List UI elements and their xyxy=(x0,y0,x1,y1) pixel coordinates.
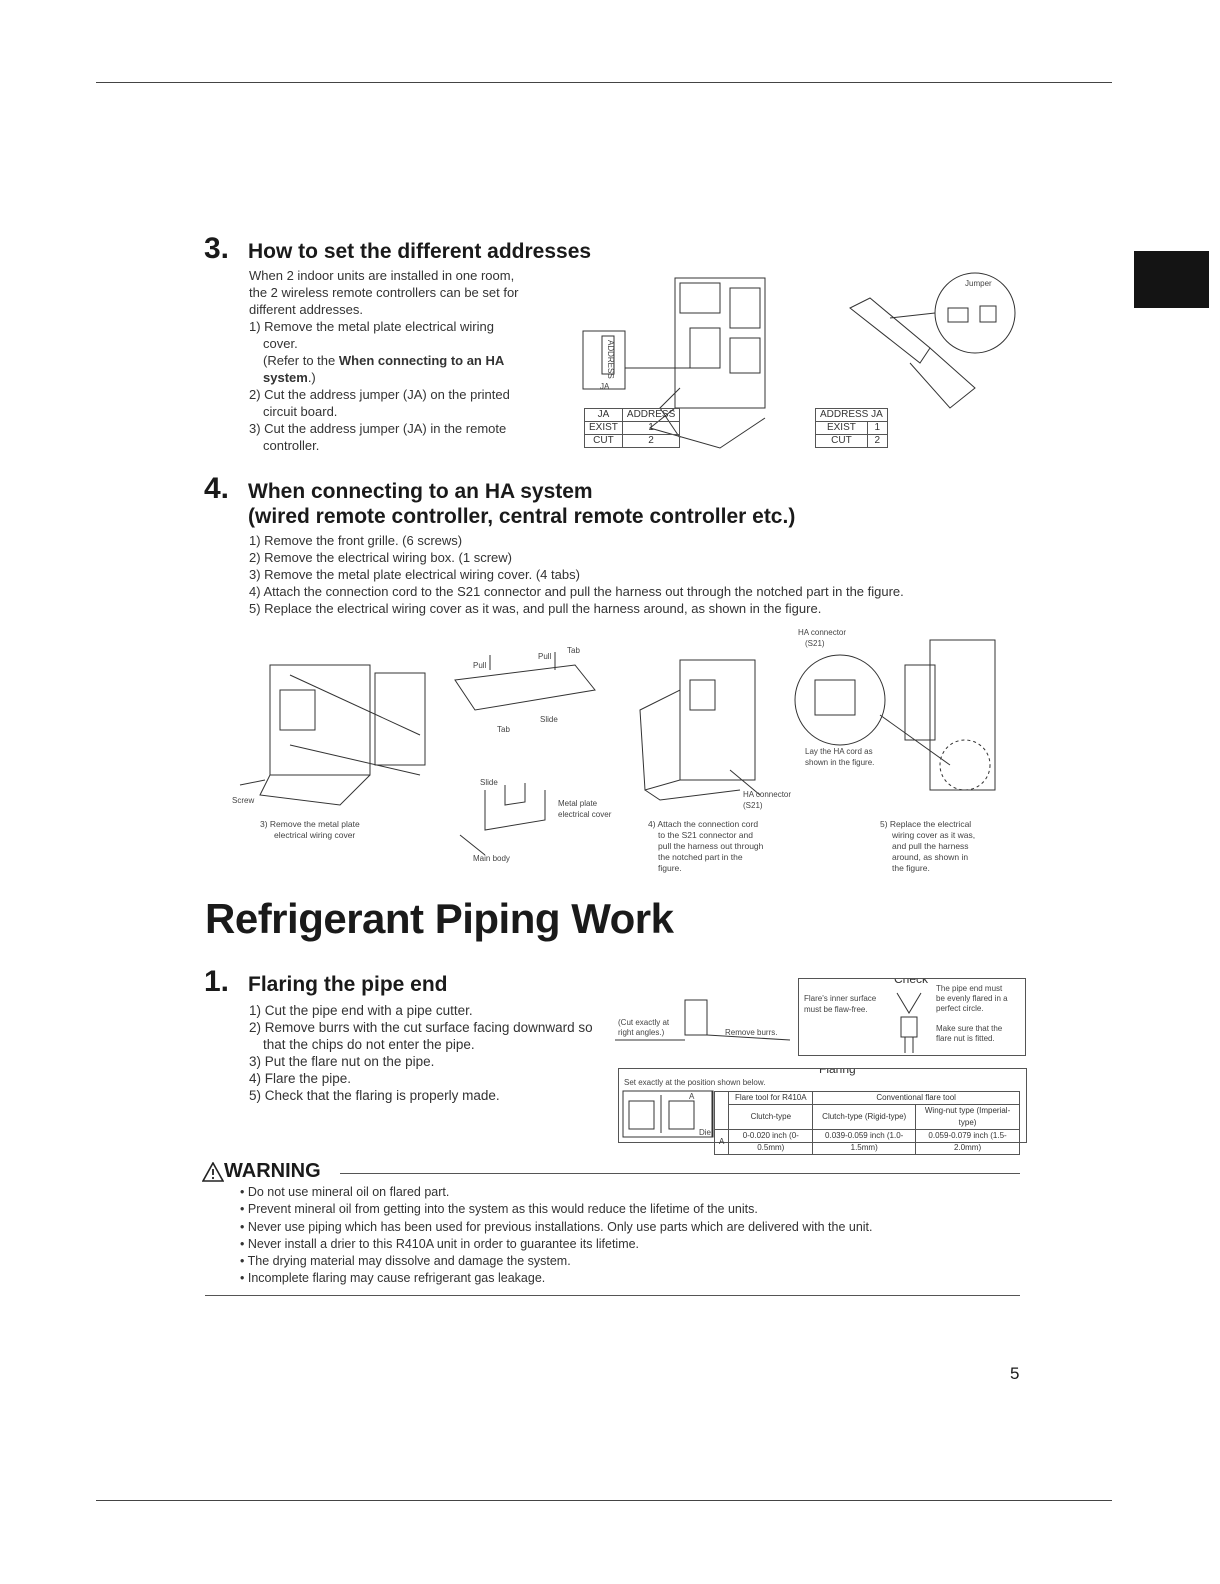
intro-line: When 2 indoor units are installed in one room, xyxy=(249,268,515,283)
section-4-title-line2: (wired remote controller, central remote controller etc.) xyxy=(248,505,796,528)
step-line: controller. xyxy=(263,438,320,453)
pcb-address-table xyxy=(584,408,680,448)
table-cell: 0-0.020 inch (0-0.5mm) xyxy=(729,1130,813,1155)
step-line: 4) Attach the connection cord to the S21 connector and pull the harness out through the notched part in the figure. xyxy=(249,584,904,599)
table-cell: 2 xyxy=(867,435,887,448)
main-title: Refrigerant Piping Work xyxy=(205,895,674,942)
caption-line: and pull the harness xyxy=(892,841,969,851)
table-header-cell: ADDRESS xyxy=(622,409,679,422)
lay-cord-label-2: shown in the figure. xyxy=(805,758,875,767)
check-even-2: be evenly flared in a xyxy=(936,994,1008,1003)
warning-item: • Do not use mineral oil on flared part. xyxy=(240,1184,873,1201)
step-line xyxy=(249,369,569,386)
section-tab-marker xyxy=(1134,251,1209,308)
flaring-set-text: Set exactly at the position shown below. xyxy=(624,1078,766,1087)
warning-title: WARNING xyxy=(224,1160,321,1182)
step-line: 1) Remove the metal plate electrical wiring xyxy=(249,319,494,334)
section-3-heading xyxy=(204,232,591,266)
cut-pipe-figure xyxy=(615,995,795,1050)
caption-line: figure. xyxy=(658,863,682,873)
table-cell: 1 xyxy=(867,422,887,435)
caption-line: 4) Attach the connection cord xyxy=(648,819,759,829)
tab-label-2: Tab xyxy=(497,725,510,734)
ha-connector-label-bottom-2: (S21) xyxy=(743,801,763,810)
step-line: 2) Cut the address jumper (JA) on the printed xyxy=(249,387,510,402)
flare-table xyxy=(714,1091,1020,1155)
screw-label: Screw xyxy=(232,796,255,805)
check-nut: Make sure that the xyxy=(936,1024,1003,1033)
intro-line: different addresses. xyxy=(249,302,363,317)
section-3-title: How to set the different addresses xyxy=(248,240,592,263)
tab-label-1: Tab xyxy=(567,646,580,655)
ja-label: JA xyxy=(600,382,610,391)
check-box xyxy=(798,978,1026,1056)
s21-connector-figure xyxy=(630,650,810,815)
section-1-title: Flaring the pipe end xyxy=(248,973,448,996)
caption-line: electrical wiring cover xyxy=(274,830,356,840)
check-title: Check xyxy=(894,979,929,986)
table-cell: CUT xyxy=(816,435,868,448)
table-cell: 1 xyxy=(622,422,679,435)
caption-line: around, as shown in xyxy=(892,852,969,862)
section-3-number: 3. xyxy=(204,232,230,265)
section-1-steps xyxy=(249,1002,619,1104)
step-line: 2) Remove burrs with the cut surface facing downward so xyxy=(249,1020,593,1035)
check-even-3: perfect circle. xyxy=(936,1004,984,1013)
slide-label-2: Slide xyxy=(480,778,498,787)
ref-bold: system xyxy=(263,370,308,385)
caption-line: the notched part in the xyxy=(658,852,743,862)
table-corner-cell xyxy=(715,1092,729,1130)
check-nut-2: flare nut is fitted. xyxy=(936,1034,995,1043)
ha-connector-label-top: HA connector xyxy=(798,628,847,637)
check-inner-2: must be flaw-free. xyxy=(804,1005,868,1014)
warning-list xyxy=(240,1184,873,1288)
step-line: cover. xyxy=(263,336,298,351)
table-header-cell: Conventional flare tool xyxy=(813,1092,1020,1105)
remove-burrs-label: Remove burrs. xyxy=(725,1028,778,1037)
table-header-cell: JA xyxy=(585,409,623,422)
intro-line: the 2 wireless remote controllers can be set for xyxy=(249,285,519,300)
caption-line: 5) Replace the electrical xyxy=(880,819,972,829)
caption-line: pull the harness out through xyxy=(658,841,764,851)
table-cell: EXIST xyxy=(816,422,868,435)
remote-address-table xyxy=(815,408,888,448)
flaring-title: Flaring xyxy=(819,1069,856,1076)
step-line xyxy=(249,352,569,369)
step-line: circuit board. xyxy=(263,404,338,419)
table-header-cell: Clutch-type xyxy=(729,1105,813,1130)
caption-line: 3) Remove the metal plate xyxy=(260,819,360,829)
table-header-cell: Flare tool for R410A xyxy=(729,1092,813,1105)
section-4-title-line1: When connecting to an HA system xyxy=(248,480,593,503)
caption-step3 xyxy=(260,819,360,841)
warning-item: • The drying material may dissolve and damage the system. xyxy=(240,1253,873,1270)
table-header-cell: ADDRESS JA xyxy=(816,409,888,422)
table-cell: A xyxy=(715,1130,729,1155)
ha-connector-label-top-2: (S21) xyxy=(805,639,825,648)
step-line: 3) Remove the metal plate electrical wiring cover. (4 tabs) xyxy=(249,567,580,582)
section-4-steps xyxy=(249,532,1029,617)
section-1-heading xyxy=(204,965,448,999)
jumper-label: Jumper xyxy=(965,279,992,288)
step-line: that the chips do not enter the pipe. xyxy=(263,1037,475,1052)
page-number: 5 xyxy=(1010,1364,1020,1383)
check-inner: Flare's inner surface xyxy=(804,994,877,1003)
table-cell: CUT xyxy=(585,435,623,448)
step-line: 5) Replace the electrical wiring cover as it was, and pull the harness around, as shown in the figure. xyxy=(249,601,822,616)
warning-item: • Never use piping which has been used for previous installations. Only use parts which are delivered with the unit. xyxy=(240,1219,873,1236)
slide-label-1: Slide xyxy=(540,715,558,724)
cut-label-2: right angles.) xyxy=(618,1028,665,1037)
a-label: A xyxy=(689,1092,695,1101)
table-header-cell: Wing-nut type (Imperial-type) xyxy=(916,1105,1020,1130)
ha-cord-figure xyxy=(790,625,1005,815)
section-4-heading xyxy=(204,472,795,529)
lay-cord-label: Lay the HA cord as xyxy=(805,747,873,756)
ref-text: .) xyxy=(307,370,316,385)
pull-label-1: Pull xyxy=(473,661,487,670)
warning-rule xyxy=(340,1173,1020,1174)
cover-slide-figure xyxy=(445,640,625,870)
table-cell: 0.039-0.059 inch (1.0-1.5mm) xyxy=(813,1130,916,1155)
table-cell: 0.059-0.079 inch (1.5-2.0mm) xyxy=(916,1130,1020,1155)
ref-text: (Refer to the xyxy=(263,353,339,368)
warning-item: • Prevent mineral oil from getting into the system as this would reduce the lifetime of the units. xyxy=(240,1201,873,1218)
caption-step5 xyxy=(880,819,975,874)
metal-plate-label: Metal plate xyxy=(558,799,598,808)
step-line: 2) Remove the electrical wiring box. (1 screw) xyxy=(249,550,512,565)
address-label: ADDRESS xyxy=(606,340,615,379)
bottom-rule xyxy=(96,1500,1112,1501)
caption-line: wiring cover as it was, xyxy=(892,830,976,840)
caption-step4 xyxy=(648,819,763,874)
table-cell: EXIST xyxy=(585,422,623,435)
step-line: 3) Put the flare nut on the pipe. xyxy=(249,1054,435,1069)
section-4-number: 4. xyxy=(204,472,230,505)
table-cell: 2 xyxy=(622,435,679,448)
remote-jumper-figure xyxy=(830,268,1030,418)
ref-bold: When connecting to an HA xyxy=(338,353,505,368)
step-line: 1) Remove the front grille. (6 screws) xyxy=(249,533,463,548)
die-label: Die xyxy=(699,1128,712,1137)
step-line: 5) Check that the flaring is properly made. xyxy=(249,1088,500,1103)
check-even: The pipe end must xyxy=(936,984,1003,993)
section-1-number: 1. xyxy=(204,965,230,998)
cut-label: (Cut exactly at xyxy=(618,1018,670,1027)
warning-heading xyxy=(202,1160,321,1183)
wiring-box-figure xyxy=(230,645,440,820)
pull-label-2: Pull xyxy=(538,652,552,661)
table-header-cell: Clutch-type (Rigid-type) xyxy=(813,1105,916,1130)
warning-item: • Never install a drier to this R410A unit in order to guarantee its lifetime. xyxy=(240,1236,873,1253)
step-line: 3) Cut the address jumper (JA) in the remote xyxy=(249,421,507,436)
caption-line: the figure. xyxy=(892,863,930,873)
section-3-body xyxy=(249,267,569,454)
warning-item: • Incomplete flaring may cause refrigerant gas leakage. xyxy=(240,1270,873,1287)
section-4-title xyxy=(248,479,795,529)
warning-icon xyxy=(202,1162,224,1182)
metal-plate-label-2: electrical cover xyxy=(558,810,612,819)
top-rule xyxy=(96,82,1112,83)
warning-bottom-rule xyxy=(205,1295,1020,1296)
ha-connector-label-bottom: HA connector xyxy=(743,790,792,799)
caption-line: to the S21 connector and xyxy=(658,830,753,840)
step-line: 1) Cut the pipe end with a pipe cutter. xyxy=(249,1003,473,1018)
step-line: 4) Flare the pipe. xyxy=(249,1071,352,1086)
main-body-label: Main body xyxy=(473,854,510,863)
